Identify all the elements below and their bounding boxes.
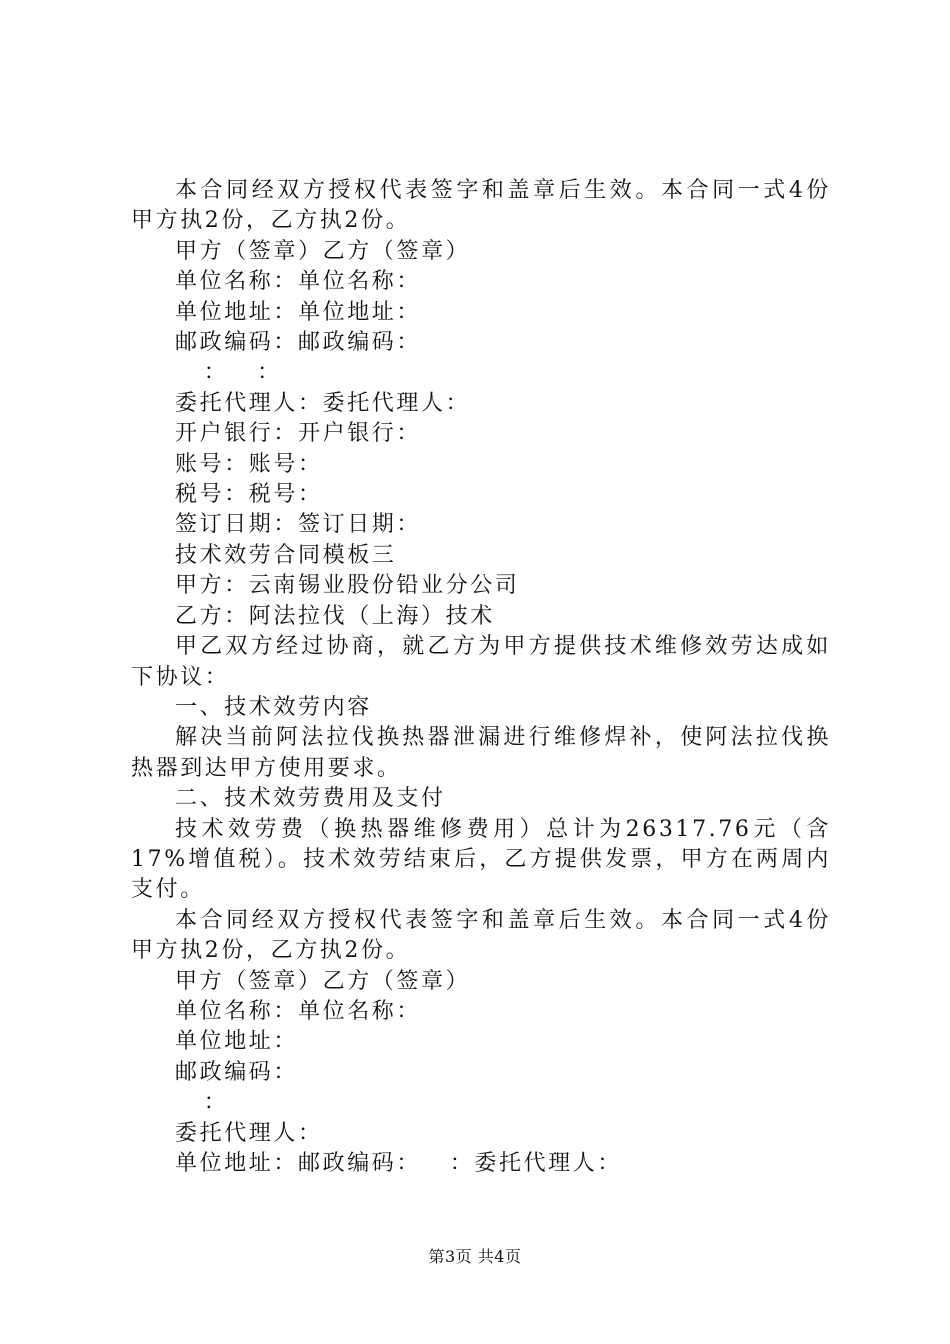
document-body — [131, 176, 831, 1179]
heading-service-content: 一、技术效劳内容 — [175, 694, 372, 720]
paragraph-postal-code: 邮政编码：邮政编码： — [175, 330, 422, 356]
paragraph-combined-fields: 单位地址：邮政编码： ：委托代理人： — [175, 1151, 622, 1176]
paragraph-party-b: 乙方：阿法拉伐（上海）技术 — [175, 603, 495, 629]
paragraph-bank: 开户银行：开户银行： — [175, 421, 422, 447]
paragraph-service-fee: 技术效劳费（换热器维修费用）总计为26317.76元（含17%增值税）。技术效劳结束后，乙方提供发票，甲方在两周内支付。 — [131, 816, 831, 903]
paragraph-blank-fields: ： ： — [175, 360, 282, 386]
paragraph-effectivity-clause: 本合同经双方授权代表签字和盖章后生效。本合同一式4份甲方执2份，乙方执2份。 — [131, 178, 831, 234]
paragraph-unit-address-2: 单位地址： — [175, 1029, 299, 1055]
paragraph-agent: 委托代理人：委托代理人： — [175, 390, 471, 416]
paragraph-unit-name: 单位名称：单位名称： — [175, 269, 422, 295]
paragraph-party-a: 甲方：云南锡业股份铅业分公司 — [175, 573, 520, 599]
paragraph-postal-code-2: 邮政编码： — [175, 1059, 299, 1085]
heading-service-fee: 二、技术效劳费用及支付 — [175, 786, 446, 812]
paragraph-unit-name-2: 单位名称：单位名称： — [175, 998, 422, 1024]
paragraph-agent-2: 委托代理人： — [175, 1120, 323, 1146]
paragraph-service-content: 解决当前阿法拉伐换热器泄漏进行维修焊补，使阿法拉伐换热器到达甲方使用要求。 — [131, 725, 831, 781]
paragraph-blank-field-2: ： — [175, 1090, 229, 1116]
paragraph-account: 账号：账号： — [175, 451, 323, 477]
paragraph-sign-date: 签订日期：签订日期： — [175, 512, 422, 538]
paragraph-signature-heading-2: 甲方（签章）乙方（签章） — [175, 968, 471, 994]
paragraph-agreement-intro: 甲乙双方经过协商，就乙方为甲方提供技术维修效劳达成如下协议： — [131, 634, 831, 690]
paragraph-tax-id: 税号：税号： — [175, 482, 323, 508]
page-number-footer: 第3页 共4页 — [428, 1247, 522, 1266]
section-title: 技术效劳合同模板三 — [175, 542, 397, 568]
paragraph-effectivity-clause-2: 本合同经双方授权代表签字和盖章后生效。本合同一式4份甲方执2份，乙方执2份。 — [131, 907, 831, 964]
paragraph-unit-address: 单位地址：单位地址： — [175, 299, 422, 325]
paragraph-signature-heading: 甲方（签章）乙方（签章） — [175, 238, 471, 264]
